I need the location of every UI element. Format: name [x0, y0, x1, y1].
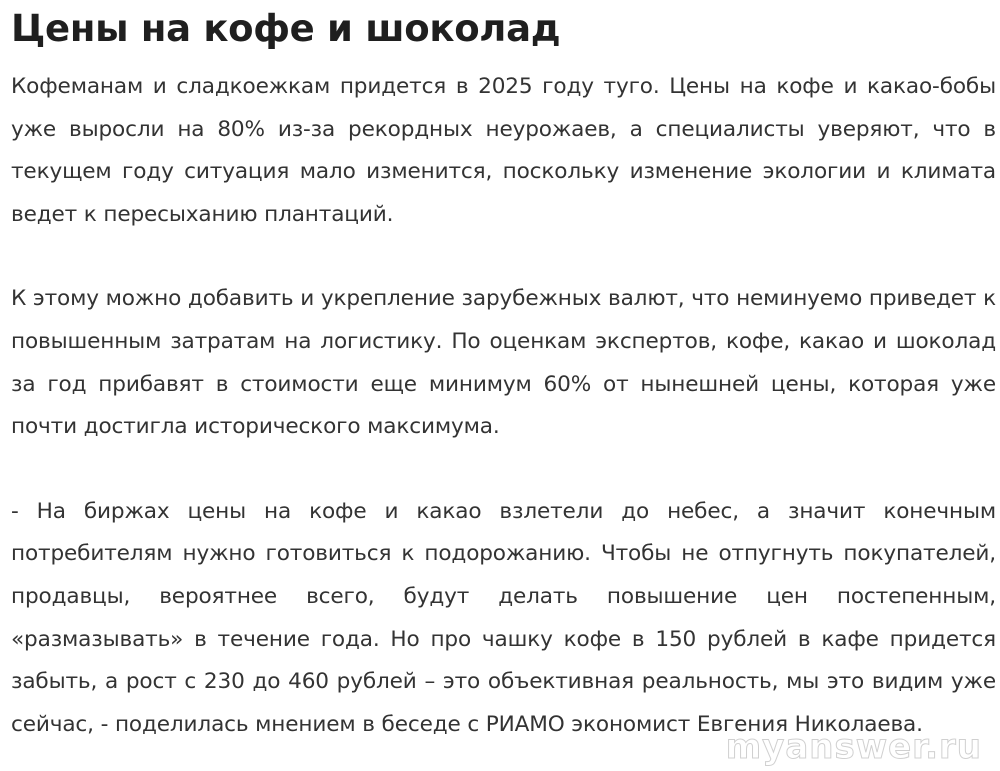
- article-paragraph-3: - На биржах цены на кофе и какао взлетели до небес, а значит конечным потребителям нужно готовиться к подорожанию. Чтобы не отпугнуть покупателей, продавцы, вероятнее всего, будут делать повышение цен постепенным, «размазывать» в течение года. Но про чашку кофе в 150 рублей в кафе придется забыть, а рост с 230 до 460 рублей – это объективная реальность, мы это видим уже сейчас, - поделилась мнением в беседе с РИАМО экономист Евгения Николаева.: [11, 498, 996, 737]
- watermark: myanswer.ru: [725, 727, 982, 767]
- article: [11, 0, 996, 746]
- article-title: Цены на кофе и шоколад: [11, 7, 561, 50]
- article-paragraph-1: Кофеманам и сладкоежкам придется в 2025 году туго. Цены на кофе и какао-бобы уже выросли на 80% из-за рекордных неурожаев, а специалисты уверяют, что в текущем году ситуация мало изменится, поскольку изменение экологии и климата ведет к пересыханию плантаций.: [11, 74, 996, 227]
- article-paragraph-2: К этому можно добавить и укрепление зарубежных валют, что неминуемо приведет к повышенным затратам на логистику. По оценкам экспертов, кофе, какао и шоколад за год прибавят в стоимости еще минимум 60% от нынешней цены, которая уже почти достигла исторического максимума.: [11, 286, 996, 440]
